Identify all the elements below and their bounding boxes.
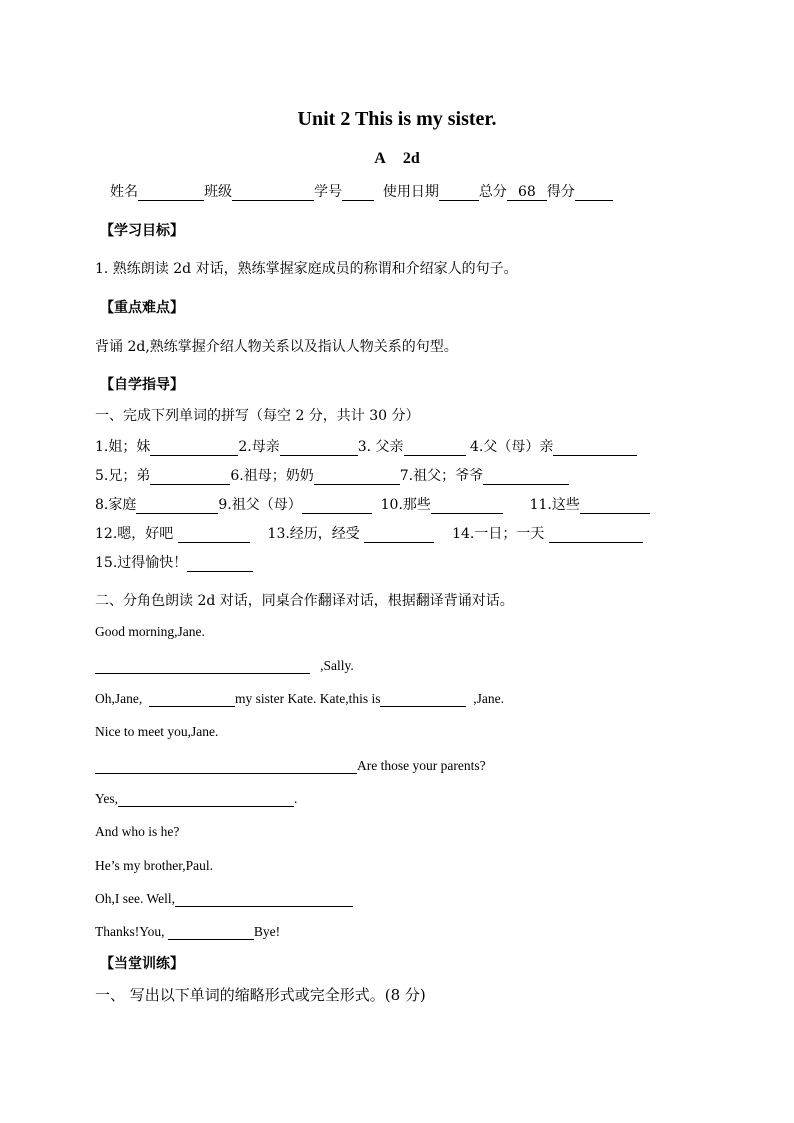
word-item: 3. 父亲	[357, 439, 404, 455]
word-blank	[314, 470, 400, 485]
word-blank	[302, 499, 372, 514]
word-item: 13.经历，经受	[267, 526, 360, 542]
part2-title: 二、分角色朗读 2d 对话，同桌合作翻译对话，根据翻译背诵对话。	[95, 593, 514, 609]
dialogue-text: Oh,I see. Well,	[95, 891, 176, 906]
dialogue-text: my sister Kate. Kate,this is	[235, 691, 381, 706]
class-label: 班级	[204, 184, 232, 200]
word-row-2	[95, 465, 569, 485]
word-blank	[404, 441, 466, 456]
dialogue-line-7: And who is he?	[95, 824, 180, 839]
word-item: 15.过得愉快！	[95, 555, 188, 571]
word-blank	[280, 441, 358, 456]
score-label: 得分	[546, 184, 575, 200]
dialogue-blank	[95, 759, 357, 774]
score-blank	[575, 186, 613, 201]
dialogue-blank	[168, 925, 254, 940]
page-title: Unit 2 This is my sister.	[297, 108, 497, 130]
word-row-5	[95, 552, 253, 572]
dialogue-blank	[380, 692, 466, 707]
word-blank	[150, 470, 230, 485]
word-row-1	[95, 436, 637, 456]
name-blank	[138, 186, 204, 201]
key-text: 背诵 2d,熟练掌握介绍人物关系以及指认人物关系的句型。	[95, 339, 458, 355]
dialogue-line-2	[95, 658, 354, 674]
number-label: 学号	[314, 184, 342, 200]
word-item: 9.祖父（母）	[218, 497, 302, 513]
word-item: 6.祖母；奶奶	[230, 468, 314, 484]
word-item: 11.这些	[529, 497, 580, 513]
dialogue-line-9	[95, 891, 353, 907]
date-blank	[439, 186, 479, 201]
word-item: 5.兄；弟	[95, 468, 151, 484]
dialogue-blank	[95, 659, 310, 674]
word-item: 7.祖父；爷爷	[399, 468, 484, 484]
date-label: 使用日期	[382, 184, 439, 200]
word-blank	[187, 557, 253, 572]
dialogue-text: Are those your parents?	[357, 758, 486, 773]
dialogue-text: ,Jane.	[473, 691, 504, 706]
word-blank	[364, 528, 434, 543]
total-value: 68	[507, 184, 547, 201]
dialogue-blank	[149, 692, 235, 707]
word-blank	[553, 441, 637, 456]
word-row-3	[95, 494, 650, 514]
dialogue-text: Yes,	[95, 791, 119, 806]
word-item: 8.家庭	[95, 497, 137, 513]
total-label: 总分	[478, 184, 507, 200]
practice-title: 一、 写出以下单词的缩略形式或完全形式。(8 分)	[95, 986, 426, 1004]
dialogue-text: ,Sally.	[320, 658, 354, 673]
word-blank	[178, 528, 250, 543]
word-row-4	[95, 523, 643, 543]
guide-heading: 【自学指导】	[100, 377, 184, 393]
dialogue-line-5	[95, 758, 486, 774]
student-info-row	[110, 181, 613, 201]
word-blank	[136, 499, 218, 514]
dialogue-line-3	[95, 691, 504, 707]
word-blank	[150, 441, 238, 456]
word-item: 12.嗯，好吧	[95, 526, 174, 542]
dialogue-text: .	[294, 791, 298, 806]
key-heading: 【重点难点】	[100, 300, 184, 316]
word-item: 14.一日；一天	[452, 526, 545, 542]
dialogue-line-8: He’s my brother,Paul.	[95, 858, 213, 873]
dialogue-blank	[175, 892, 353, 907]
word-blank	[431, 499, 503, 514]
dialogue-line-1: Good morning,Jane.	[95, 624, 205, 639]
dialogue-line-6	[95, 791, 297, 807]
word-blank	[483, 470, 569, 485]
dialogue-text: Bye!	[253, 924, 281, 939]
goal-text: 1. 熟练朗读 2d 对话，熟练掌握家庭成员的称谓和介绍家人的句子。	[95, 261, 518, 277]
number-blank	[342, 186, 374, 201]
word-item: 1.姐；妹	[95, 439, 151, 455]
name-label: 姓名	[110, 184, 138, 200]
dialogue-text: Thanks!You,	[95, 924, 165, 939]
word-item: 4.父（母）亲	[469, 439, 554, 455]
goal-heading: 【学习目标】	[100, 223, 184, 239]
dialogue-blank	[118, 792, 294, 807]
word-blank	[580, 499, 650, 514]
class-blank	[232, 186, 314, 201]
part1-title: 一、完成下列单词的拼写（每空 2 分，共计 30 分）	[95, 408, 420, 424]
word-item: 10.那些	[380, 497, 431, 513]
page-subtitle: A 2d	[374, 150, 420, 167]
dialogue-line-10	[95, 924, 280, 940]
word-item: 2.母亲	[238, 439, 280, 455]
word-blank	[549, 528, 643, 543]
practice-heading: 【当堂训练】	[100, 956, 184, 972]
dialogue-line-4: Nice to meet you,Jane.	[95, 724, 219, 739]
dialogue-text: Oh,Jane,	[95, 691, 143, 706]
